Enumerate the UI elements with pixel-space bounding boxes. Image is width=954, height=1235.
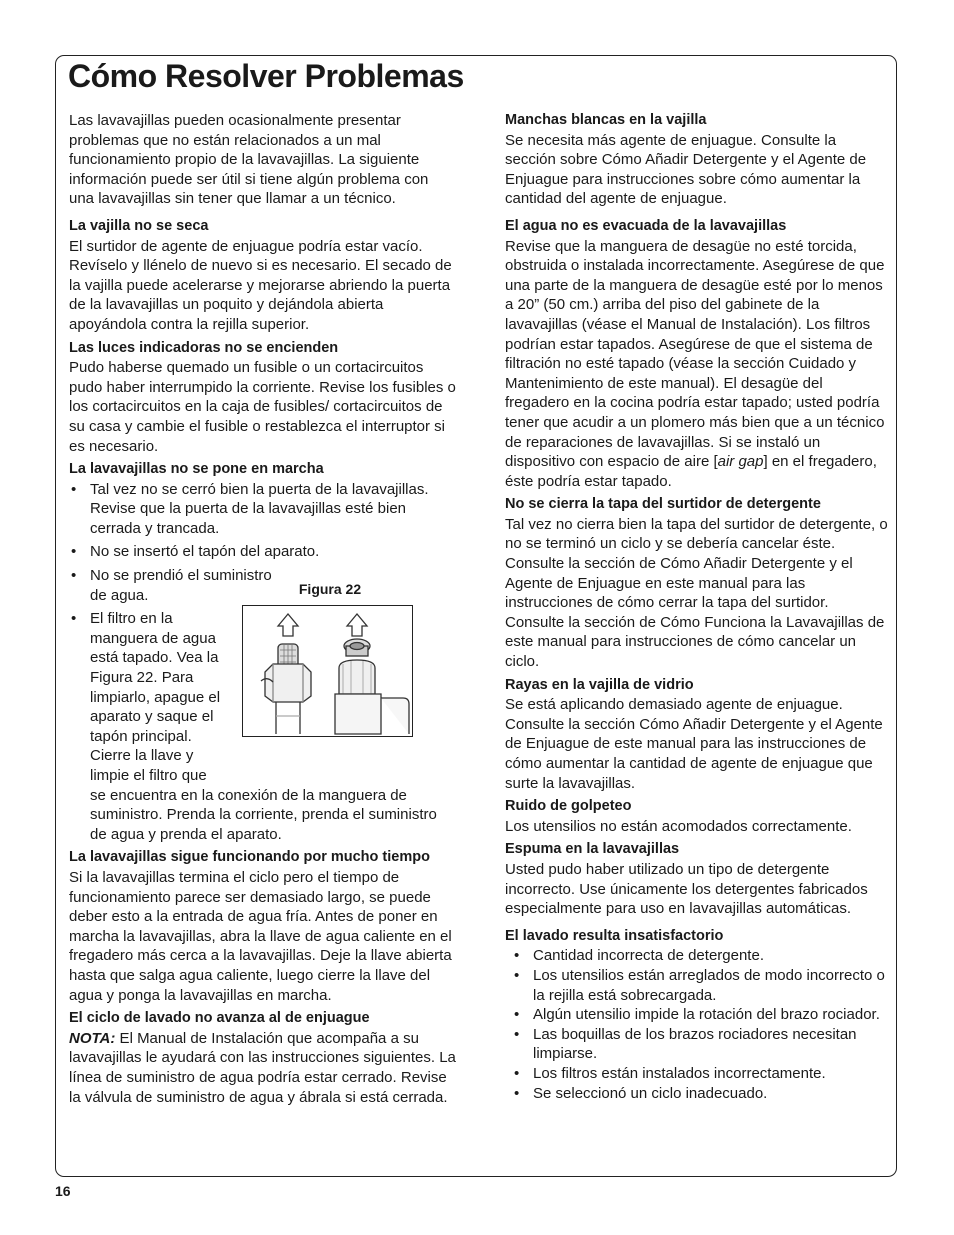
note-text: El Manual de Instalación que acompaña a su lavavajillas le ayudará con las instrucciones siguientes. La línea de suministro de agua podría estar cerrado. Revise la válvula de suministro de agua y ábrala si está cerrada. [69,1029,456,1106]
body-runs-long: Si la lavavajillas termina el ciclo pero el tiempo de funcionamiento parece ser demasiado largo, se puede deber esto a la entrada de agua fría. Antes de poner en marcha la lavavajillas, abra la llave de agua caliente en el fregadero más cerca a la lavavajillas. Deje la llave abierta hasta que salga agua caliente, luego cierre la llave del agua y ponga la lavavajillas en marcha. [69,868,452,1004]
intro-paragraph: Las lavavajillas pueden ocasionalmente presentar problemas que no están relacionados a un mal funcionamiento propio de la lavavajillas. La siguiente información puede ser útil si tiene algún problema con una lavavajillas sin tener que llamar a un técnico. [69,112,429,208]
heading-not-starting: La lavavajillas no se pone en marcha [69,461,324,478]
list-item: • No se prendió el suministro de agua. [69,566,290,605]
not-starting-list [69,480,457,845]
body-lights-not-on: Pudo haberse quemado un fusible o un cortacircuitos pudo haber interrumpido la corriente. Revise los fusibles o los cortacircuitos en la caja de fusibles/ cortacircuitos de su casa y cambie el fusible o restablezca el interruptor si es necesario. [69,359,456,455]
body-white-spots: Se necesita más agente de enjuague. Consulte la sección sobre Cómo Añadir Detergente y el Agente de Enjuague para instrucciones sobre cómo aumentar la cantidad del agente de enjuague. [505,131,867,208]
figure-22 [242,580,418,737]
air-gap-term: air gap [717,453,764,471]
drain-text-b: ] en el fregadero, éste podría estar tapado. [505,453,877,490]
heading-dishes-not-dry: La vajilla no se seca [69,217,209,234]
filter-text-part2: se encuentra en la conexión de la manguera de suministro. Prenda la corriente, prenda el suministro de agua y prenda el aparato. [90,786,437,843]
page-number: 16 [55,1183,71,1199]
heading-lights-not-on: Las luces indicadoras no se encienden [69,339,339,356]
heading-runs-long: La lavavajillas sigue funcionando por mucho tiempo [69,849,430,866]
body-glass-streaks: Se está aplicando demasiado agente de enjuague. Consulte la sección Cómo Añadir Detergente y el Agente de Enjuague de este manual para las instrucciones de cómo aumentar la cantidad de agente de enjuague que surte la lavavajillas. [505,696,883,792]
filter-text-part1: • El filtro en la manguera de agua está tapado. Vea la Figura 22. Para limpiarlo, apague el aparato y saque el tapón principal. Cierre la llave y limpie el filtro que [90,610,221,784]
poor-wash-list [505,946,889,1103]
figure-label: Figura 22 [298,581,362,598]
heading-cycle-not-advancing: El ciclo de lavado no avanza al de enjuague [69,1010,370,1027]
drain-text-a: Revise que la manguera de desagüe no esté torcida, obstruida o instalada incorrectamente. Asegúrese de que una parte de la manguera de desagüe esté por lo menos a 20” (50 cm.) arriba del piso del gabinete de la lavavajillas (véase el Manual de Instalación). Los filtros podrían estar tapados. Asegúrese de que el sistema de filtración no esté tapado (véase la sección Cuidado y Mantenimiento de este manual). El desagüe del fregadero en la cocina podría estar tapado; usted podría tener que acudir a un plomero más bien que a un técnico de reparaciones de lavavajillas. Si se instaló un dispositivo con espacio de aire [ [505,237,885,471]
note-label: NOTA: [69,1029,116,1047]
body-foam: Usted pudo haber utilizado un tipo de detergente incorrecto. Use únicamente los detergentes fabricados especialmente para uso en lavavajillas automáticas. [505,860,868,918]
list-item: • Las boquillas de los brazos rociadores necesitan limpiarse. [512,1025,889,1064]
heading-poor-wash: El lavado resulta insatisfactorio [505,927,724,944]
list-item: • Tal vez no se cerró bien la puerta de la lavavajillas. Revise que la puerta de la lavavajillas esté bien cerrada y trancada. [69,480,457,539]
heading-foam: Espuma en la lavavajillas [505,841,680,858]
body-detergent-lid: Tal vez no cierra bien la tapa del surtidor de detergente, o no se terminó un ciclo y se debería cancelar éste. Consulte la sección de Cómo Añadir Detergente y el Agente de Enjuague en este manual para las instrucciones de cómo cerrar la tapa del surtidor. Consulte la sección de Cómo Funciona la Lavavajillas de este manual para instrucciones de cómo cancelar un ciclo. [505,515,888,671]
heading-white-spots: Manchas blancas en la vajilla [505,112,707,128]
list-item: • No se insertó el tapón del aparato. [69,542,457,562]
list-item: • Los utensilios están arreglados de modo incorrecto o la rejilla está sobrecargada. [512,966,889,1005]
body-not-draining [505,237,889,492]
list-item: • Los filtros están instalados incorrectamente. [512,1064,889,1084]
list-item: • Se seleccionó un ciclo inadecuado. [512,1084,889,1104]
body-knocking-noise: Los utensilios no están acomodados correctamente. [505,817,852,835]
left-column [69,111,457,1111]
heading-detergent-lid: No se cierra la tapa del surtidor de detergente [505,496,821,513]
right-column [505,111,889,1103]
heading-glass-streaks: Rayas en la vajilla de vidrio [505,676,694,693]
body-dishes-not-dry: El surtidor de agente de enjuague podría estar vacío. Revíselo y llénelo de nuevo si es necesario. El secado de la vajilla puede acelerarse y mejorarse abriendo la puerta de la lavavajillas un poquito y dejándola abierta apoyándola contra la rejilla superior. [69,237,452,333]
heading-knocking-noise: Ruido de golpeteo [505,798,632,815]
body-cycle-not-advancing [69,1029,457,1107]
page-title: Cómo Resolver Problemas [68,58,464,94]
list-item: • Cantidad incorrecta de detergente. [512,946,889,966]
heading-not-draining: El agua no es evacuada de la lavavajillas [505,217,787,234]
hose-filter-illustration [242,605,413,737]
list-item: • Algún utensilio impide la rotación del brazo rociador. [512,1005,889,1025]
